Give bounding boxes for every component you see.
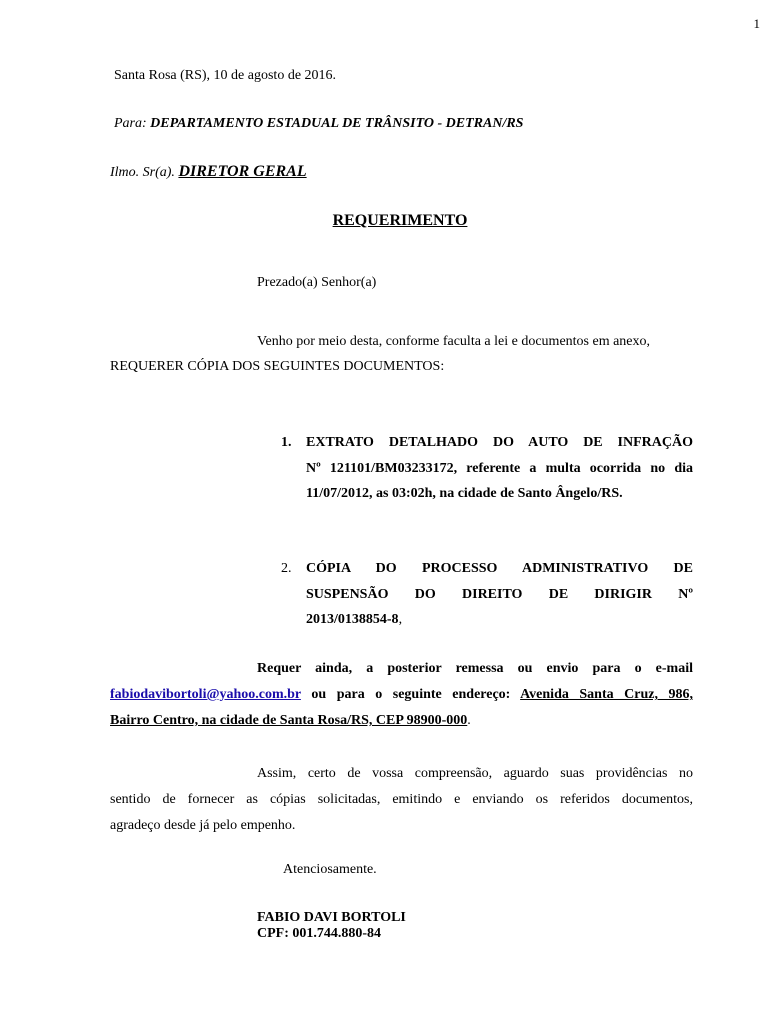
list-item-line: CÓPIA DO PROCESSO ADMINISTRATIVO DE <box>306 561 693 576</box>
request-line-1: Requer ainda, a posterior remessa ou envio para o e-mail <box>257 661 693 676</box>
list-item-2 <box>281 556 693 633</box>
request-middle: ou para o seguinte endereço: <box>300 687 521 702</box>
request-line-3 <box>110 708 693 734</box>
list-item-number: 1. <box>281 435 292 450</box>
document-title: REQUERIMENTO <box>332 212 468 229</box>
list-item-line: SUSPENSÃO DO DIREITO DE DIRIGIR Nº <box>306 586 693 602</box>
greeting: Prezado(a) Senhor(a) <box>257 275 377 290</box>
list-item-text <box>306 556 693 633</box>
closing-paragraph <box>110 761 693 839</box>
page-number: 1 <box>753 16 760 31</box>
recipient-prefix: Para: <box>114 116 147 131</box>
regards: Atenciosamente. <box>283 862 377 877</box>
list-item-line: 2013/0138854-8 <box>306 612 399 627</box>
list-item-line: Nº 121101/BM03233172, referente a multa ocorrida no dia <box>306 460 693 476</box>
list-item-text <box>306 430 693 507</box>
list-item-number: 2. <box>281 561 292 576</box>
list-item-tail: , <box>398 612 403 627</box>
recipient-line <box>114 116 523 132</box>
email-link[interactable]: fabiodavibortoli@yahoo.com.br <box>110 687 301 702</box>
list-item-line: EXTRATO DETALHADO DO AUTO DE INFRAÇÃO <box>306 435 693 450</box>
signature-cpf: CPF: 001.744.880-84 <box>257 926 382 941</box>
intro-line-1: Venho por meio desta, conforme faculta a lei e documentos em anexo, <box>257 334 651 349</box>
list-item-line: 11/07/2012, as 03:02h, na cidade de Santo Ângelo/RS. <box>306 486 623 501</box>
list-item-line-last <box>306 607 693 633</box>
address-part-1: Avenida Santa Cruz, 986, <box>520 687 693 702</box>
list-item-1 <box>281 430 693 507</box>
request-line-2 <box>110 682 693 708</box>
addressee-line <box>110 163 307 181</box>
request-end: . <box>467 713 471 728</box>
signature-name: FABIO DAVI BORTOLI <box>257 910 406 925</box>
recipient-name: DEPARTAMENTO ESTADUAL DE TRÂNSITO - DETRAN/RS <box>150 116 524 131</box>
closing-line-3: agradeço desde já pelo empenho. <box>110 818 296 833</box>
closing-line-2: sentido de fornecer as cópias solicitadas, emitindo e enviando os referidos documentos, <box>110 792 693 807</box>
signature-block <box>257 910 406 942</box>
closing-line-1: Assim, certo de vossa compreensão, aguardo suas providências no <box>257 766 693 781</box>
addressee-title: DIRETOR GERAL <box>178 163 307 180</box>
request-paragraph <box>110 656 693 734</box>
intro-line-2: REQUERER CÓPIA DOS SEGUINTES DOCUMENTOS: <box>110 359 445 374</box>
date-line: Santa Rosa (RS), 10 de agosto de 2016. <box>114 68 337 83</box>
addressee-prefix: Ilmo. Sr(a). <box>110 165 175 180</box>
address-part-2: Bairro Centro, na cidade de Santa Rosa/RS, CEP 98900-000 <box>110 713 468 728</box>
